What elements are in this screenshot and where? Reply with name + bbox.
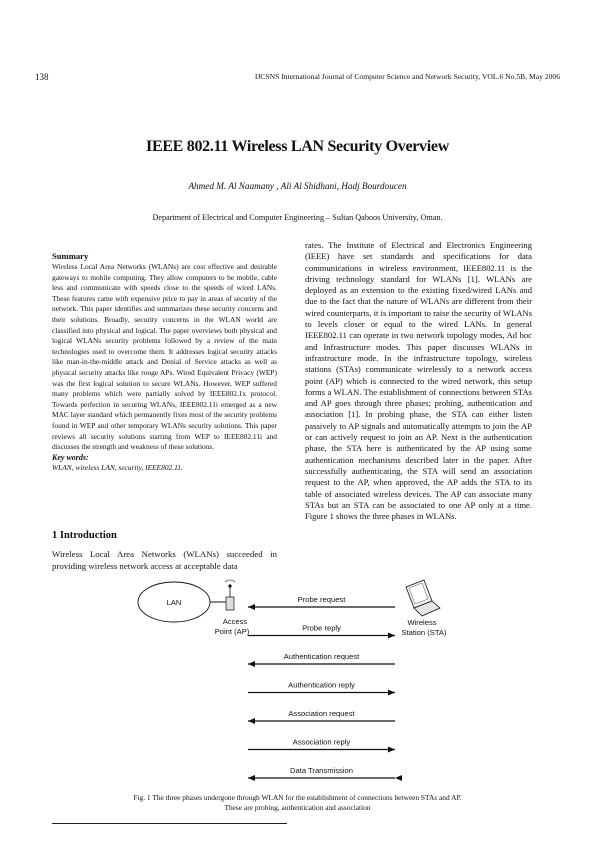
- message-label: Probe request: [297, 595, 346, 604]
- message-label: Authentication reply: [288, 680, 355, 690]
- laptop-icon: [406, 580, 440, 616]
- keywords-heading: Key words:: [52, 452, 89, 462]
- footnote-rule: [52, 823, 287, 824]
- figure-wlan-phases: [130, 573, 520, 786]
- sta-label-line-2: Station (STA): [401, 628, 447, 637]
- keywords-text: WLAN, wireless LAN, security, IEEE802.11.: [52, 463, 183, 473]
- paper-title: IEEE 802.11 Wireless LAN Security Overview: [146, 138, 449, 155]
- message-label: Authentication request: [283, 652, 360, 661]
- introduction-text-right: rates. The Institute of Electrical and Electronics Engineering (IEEE) have set standards and specifications for data communications in wireless environment, IEEE802.11 is the driving technology standard for WLANs [1]. WLANs are deployed as an extension to the existing fixed/wired LANs and due to the fact that the nature of WLANs are different from their wired counterparts, it is important to raise the security of WLANs to levels closer or equal to the wired LANs. In general IEEE802.11 can operate in two network topology modes, Ad hoc and Infrastructure modes. This paper discusses WLANs in infrastructure mode. In the infrastructure topology, wireless stations (STAs) communicate wirelessly to a network access point (AP) which is connected to the wired network, this setup forms a WLAN. The establishment of connections between STAs and AP goes through three phases; probing, authentication and association [1]. In probing phase, the STA can either listen passively to AP signals and automatically attempts to join the AP or can actively request to join an AP. Next is the authentication phase, the STA here is authenticated by the AP using some authentication mechanisms described later in the paper. After successfully authenticating, the STA will send an association request to the AP, when approved, the AP adds the STA to its table of associated wireless devices. The AP can associate many STAs but an STA can be associated to one AP only at a time. Figure 1 shows the three phases in WLANs.: [305, 240, 532, 522]
- introduction-text-left: Wireless Local Area Networks (WLANs) succeeded in providing wireless network access at acceptable data: [52, 549, 277, 571]
- lan-label: LAN: [166, 598, 182, 607]
- message-label: Association request: [288, 709, 355, 718]
- ap-label-line-2: Point (AP): [214, 627, 250, 636]
- section-heading-introduction: 1 Introduction: [52, 530, 117, 541]
- figure-caption-line-1: Fig. 1 The three phases undergone through WLAN for the establishment of connections between STAs and AP.: [133, 793, 462, 802]
- message-label: Probe reply: [302, 623, 341, 633]
- sta-label-line-1: Wireless: [407, 618, 437, 627]
- summary-text: Wireless Local Area Networks (WLANs) are cost effective and desirable gateways to mobile computing. They allow computers to be mobile, cable less and communicate with speeds close to the speeds of wired LANs. These features came with expensive price to pay in areas of security of the network. This paper identifies and summarizes these security concerns and their solutions. Broadly, security concerns in the WLAN world are classified into physical and logical. The paper overviews both physical and logical WLANs security problems followed by a review of the main technologies used to overcome them. It addresses logical security attacks like man-in-the-middle attack and Denial of Service attacks as well as physical security attacks like rouge APs. Wired Equivalent Privacy (WEP) was the first logical solution to secure WLANs. However, WEP suffered many problems which were partially solved by IEEE802.1x protocol. Towards perfection in securing WLANs, IEEE802.11i emerged as a new MAC layer standard which permanently fixes most of the security problems found in WEP and other temporary WLANs security solutions. This paper reviews all security solutions starting from WEP to IEEE802.11i and discusses the strength and weakness of these solutions.: [52, 262, 277, 452]
- message-label: Data Transmission: [290, 766, 353, 775]
- lan-cloud-icon: [138, 582, 210, 622]
- message-label: Association reply: [292, 737, 351, 747]
- page-number: 138: [35, 72, 49, 82]
- paper-authors: Ahmed M. Al Naamany , Ali Al Shidhani, Hadj Bourdoucen: [188, 181, 407, 191]
- figure-caption-line-2: These are probing, authentication and association: [224, 803, 371, 812]
- figure-caption: [55, 793, 540, 813]
- message-arrows: [248, 595, 395, 778]
- paper-affiliation: Department of Electrical and Computer Engineering – Sultan Qaboos University, Oman.: [152, 213, 443, 222]
- summary-section: [52, 251, 277, 474]
- summary-heading: Summary: [52, 251, 89, 261]
- ap-label-line-1: Access: [222, 617, 248, 626]
- access-point-icon: [225, 580, 235, 610]
- journal-header: IJCSNS International Journal of Computer Science and Network Security, VOL.6 No.5B, May 2006: [254, 72, 560, 81]
